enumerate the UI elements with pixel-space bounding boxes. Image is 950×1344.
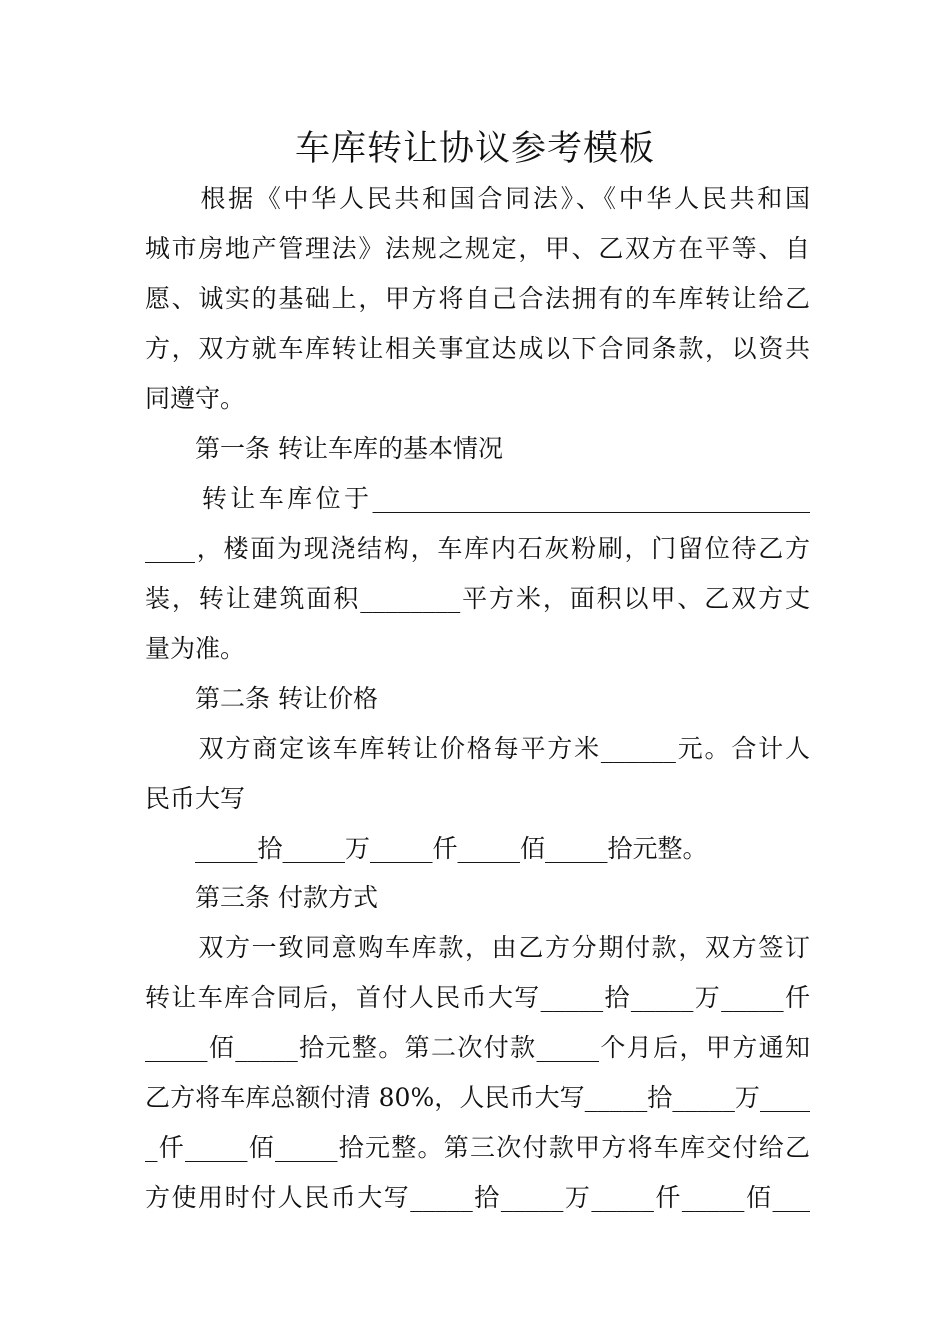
body-line-5: 同遵守。 [145, 384, 246, 413]
body-line-14: _____拾_____万_____仟_____佰_____拾元整。 [145, 834, 708, 863]
section-heading-3: 第三条 付款方式 [145, 883, 378, 912]
body-line-3: 愿、诚实的基础上，甲方将自己合法拥有的车库转让给乙 [145, 284, 810, 313]
body-line-19: 乙方将车库总额付清 80%，人民币大写_____拾_____万____ [145, 1083, 810, 1112]
section-heading-2: 第二条 转让价格 [145, 684, 378, 713]
section-heading-1: 第一条 转让车库的基本情况 [145, 434, 503, 463]
body-line-10: 量为准。 [145, 634, 246, 663]
body-line-20: _仟_____佰_____拾元整。第三次付款甲方将车库交付给乙 [145, 1133, 810, 1162]
body-line-18: _____佰_____拾元整。第二次付款_____个月后，甲方通知 [145, 1033, 810, 1062]
body-line-17: 转让车库合同后，首付人民币大写_____拾_____万_____仟 [145, 983, 810, 1012]
document-title: 车库转让协议参考模板 [294, 129, 655, 169]
body-line-8: ____，楼面为现浇结构，车库内石灰粉刷，门留位待乙方 [145, 534, 810, 563]
body-line-1: 根据《中华人民共和国合同法》、《中华人民共和国 [145, 184, 810, 213]
body-line-16: 双方一致同意购车库款，由乙方分期付款，双方签订 [145, 933, 810, 962]
body-line-7: 转让车库位于___________________________________ [145, 484, 810, 513]
body-line-2: 城市房地产管理法》法规之规定，甲、乙双方在平等、自 [145, 234, 810, 263]
body-line-4: 方，双方就车库转让相关事宜达成以下合同条款，以资共 [145, 334, 810, 363]
body-line-12: 双方商定该车库转让价格每平方米______元。合计人 [145, 734, 810, 763]
body-line-9: 装，转让建筑面积________平方米，面积以甲、乙双方丈 [145, 584, 810, 613]
body-line-13: 民币大写 [145, 784, 246, 813]
body-line-21: 方使用时付人民币大写_____拾_____万_____仟_____佰___ [145, 1183, 810, 1212]
